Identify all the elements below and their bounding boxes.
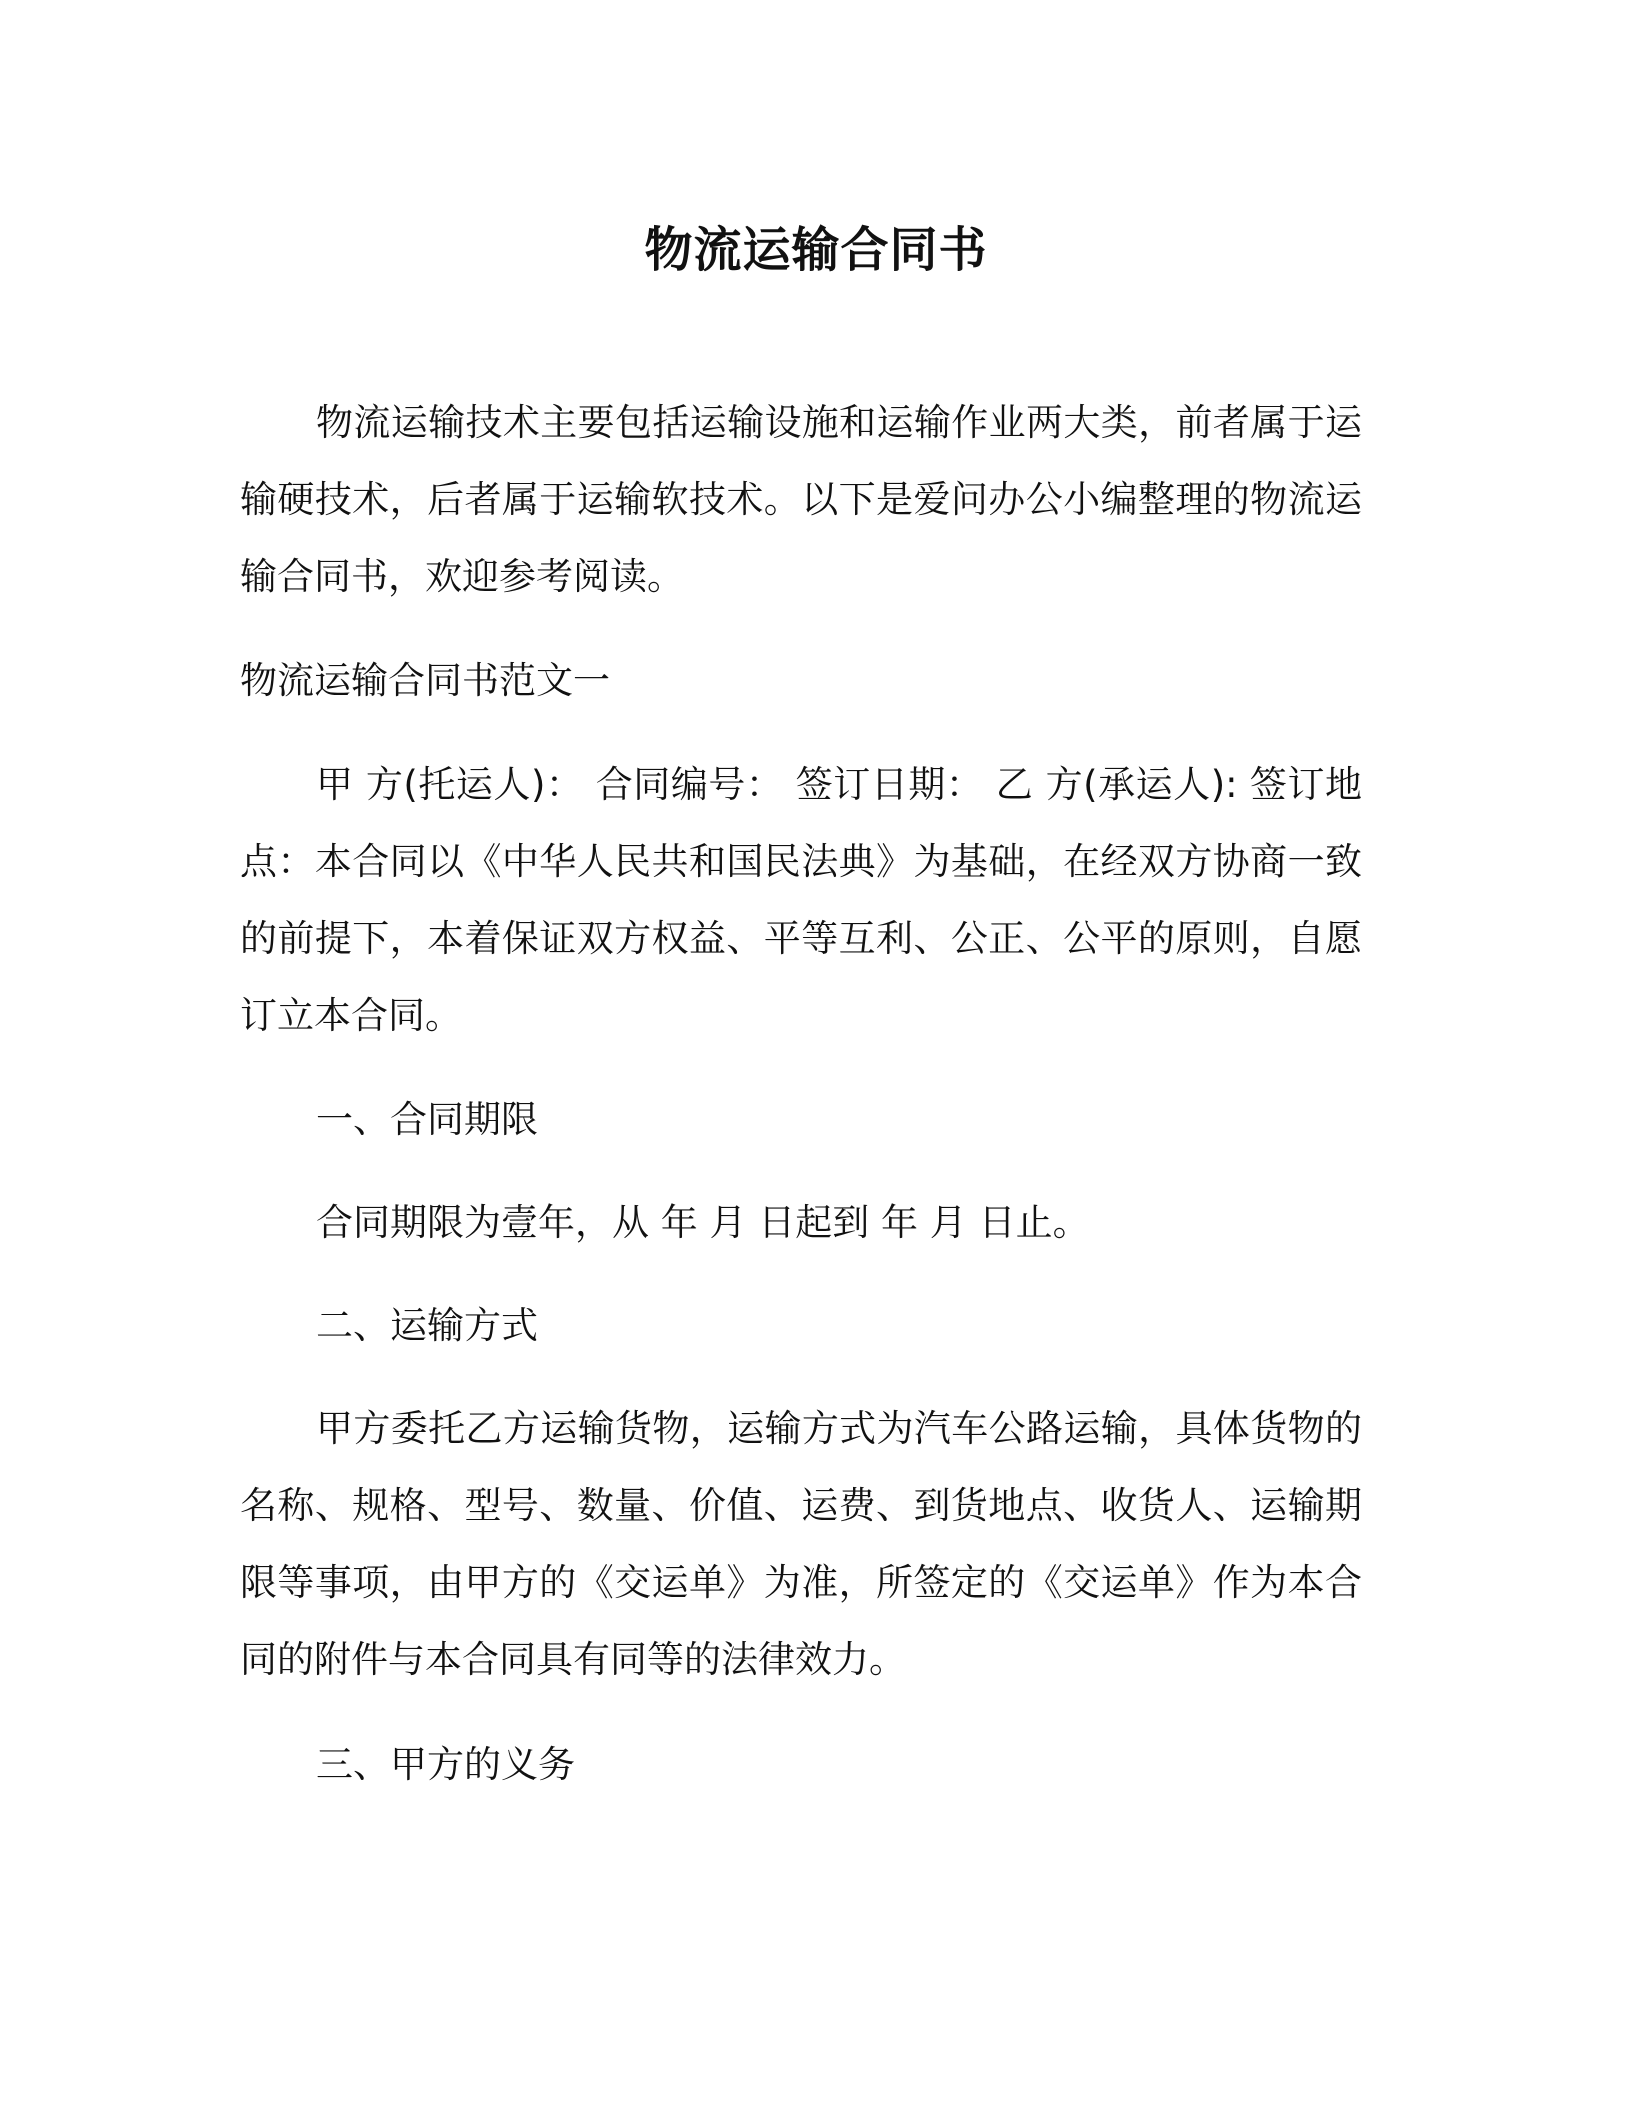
intro-paragraph: 物流运输技术主要包括运输设施和运输作业两大类，前者属于运输硬技术，后者属于运输软技术。以下是爱问办公小编整理的物流运输合同书，欢迎参考阅读。 [240,401,1362,598]
section-heading-term: 一、合同期限 [316,1098,538,1141]
section-text-transport-method: 甲方委托乙方运输货物，运输方式为汽车公路运输，具体货物的名称、规格、型号、数量、价值、运费、到货地点、收货人、运输期限等事项，由甲方的《交运单》为准，所签定的《交运单》作为本合同的附件与本合同具有同等的法律效力。 [240,1407,1362,1681]
section-heading-transport-method: 二、运输方式 [316,1304,538,1347]
parties-paragraph: 甲 方(托运人)： 合同编号： 签订日期： 乙 方(承运人): 签订地点：本合同以《中华人民共和国民法典》为基础，在经双方协商一致的前提下，本着保证双方权益、平等互利、公正、公平的原则，自愿订立本合同。 [240,763,1362,1037]
sample-title: 物流运输合同书范文一 [240,659,610,702]
section-heading-party-a-obligations: 三、甲方的义务 [316,1743,575,1786]
document-title: 物流运输合同书 [644,222,988,278]
section-text-term: 合同期限为壹年，从 年 月 日起到 年 月 日止。 [316,1201,1090,1244]
